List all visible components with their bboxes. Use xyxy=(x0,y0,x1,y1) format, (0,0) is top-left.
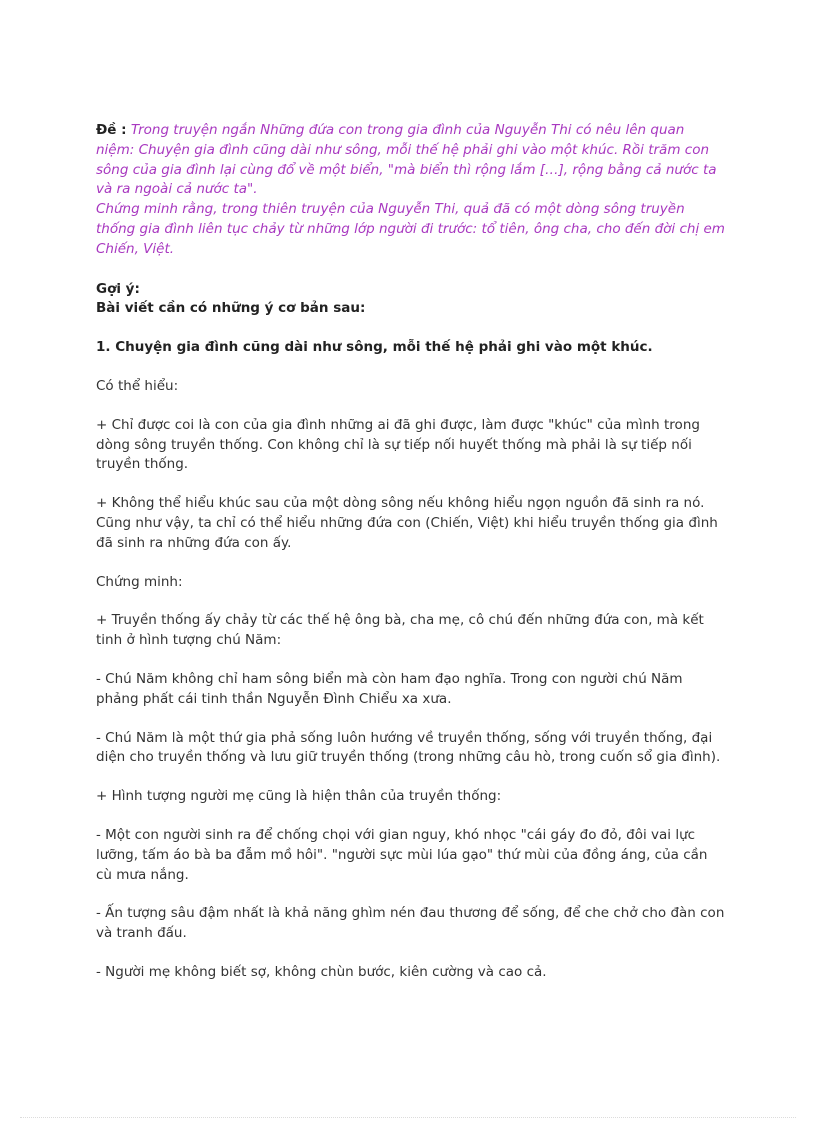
hint-block xyxy=(96,280,726,320)
prompt-label: Đề : xyxy=(96,122,127,138)
paragraph: + Không thể hiểu khúc sau của một dòng sông nếu không hiểu ngọn nguồn đã sinh ra nó. Cũng như vậy, ta chỉ có thể hiểu những đứa con (Chiến, Việt) khi hiểu truyền thống gia đình đã sinh ra những đứa con ấy. xyxy=(96,495,718,551)
paragraph: + Hình tượng người mẹ cũng là hiện thân của truyền thống: xyxy=(96,788,502,805)
paragraph: - Người mẹ không biết sợ, không chùn bước, kiên cường và cao cả. xyxy=(96,963,547,980)
document-page xyxy=(96,121,726,983)
paragraph: - Chú Năm không chỉ ham sông biển mà còn ham đạo nghĩa. Trong con người chú Năm phảng phất cái tinh thần Nguyễn Đình Chiểu xa xưa. xyxy=(96,670,683,707)
prompt-block xyxy=(96,121,726,260)
prompt-text-2: Chứng minh rằng, trong thiên truyện của Nguyễn Thi, quả đã có một dòng sông truyền thống gia đình liên tục chảy từ những lớp người đi trước: tổ tiên, ông cha, cho đến đời chị em Chiến, Việt. xyxy=(96,201,725,257)
section-heading: 1. Chuyện gia đình cũng dài như sông, mỗi thế hệ phải ghi vào một khúc. xyxy=(96,339,653,356)
hint-subtitle: Bài viết cần có những ý cơ bản sau: xyxy=(96,300,366,317)
paragraph: + Chỉ được coi là con của gia đình những ai đã ghi được, làm được "khúc" của mình trong dòng sông truyền thống. Con không chỉ là sự tiếp nối huyết thống mà phải là sự tiếp nối truyền thống. xyxy=(96,416,700,473)
paragraph: - Một con người sinh ra để chống chọi với gian nguy, khó nhọc "cái gáy đo đỏ, đôi vai lực lưỡng, tấm áo bà ba đẫm mồ hôi". "người sực mùi lúa gạo" thứ mùi của đồng áng, của cần cù mưa nắng. xyxy=(96,826,708,883)
page-bottom-divider xyxy=(20,1117,796,1118)
paragraph: Có thể hiểu: xyxy=(96,377,179,394)
paragraph: - Chú Năm là một thứ gia phả sống luôn hướng về truyền thống, sống với truyền thống, đại diện cho truyền thống và lưu giữ truyền thống (trong những câu hò, trong cuốn sổ gia đình). xyxy=(96,729,721,766)
paragraph: Chứng minh: xyxy=(96,573,183,590)
prompt-text-1: Trong truyện ngắn Những đứa con trong gia đình của Nguyễn Thi có nêu lên quan niệm: Chuyện gia đình cũng dài như sông, mỗi thế hệ phải ghi vào một khúc. Rồi trăm con sông của gia đình lại cùng đổ về một biển, "mà biển thì rộng lắm […], rộng bằng cả nước ta và ra ngoài cả nước ta". xyxy=(96,122,717,198)
prompt-paragraph-2 xyxy=(96,200,726,259)
paragraph: - Ấn tượng sâu đậm nhất là khả năng ghìm nén đau thương để sống, để che chở cho đàn con và tranh đấu. xyxy=(96,905,725,942)
prompt-paragraph-1 xyxy=(96,121,726,200)
paragraph: + Truyền thống ấy chảy từ các thế hệ ông bà, cha mẹ, cô chú đến những đứa con, mà kết tinh ở hình tượng chú Năm: xyxy=(96,612,704,649)
hint-title: Gợi ý: xyxy=(96,280,140,297)
